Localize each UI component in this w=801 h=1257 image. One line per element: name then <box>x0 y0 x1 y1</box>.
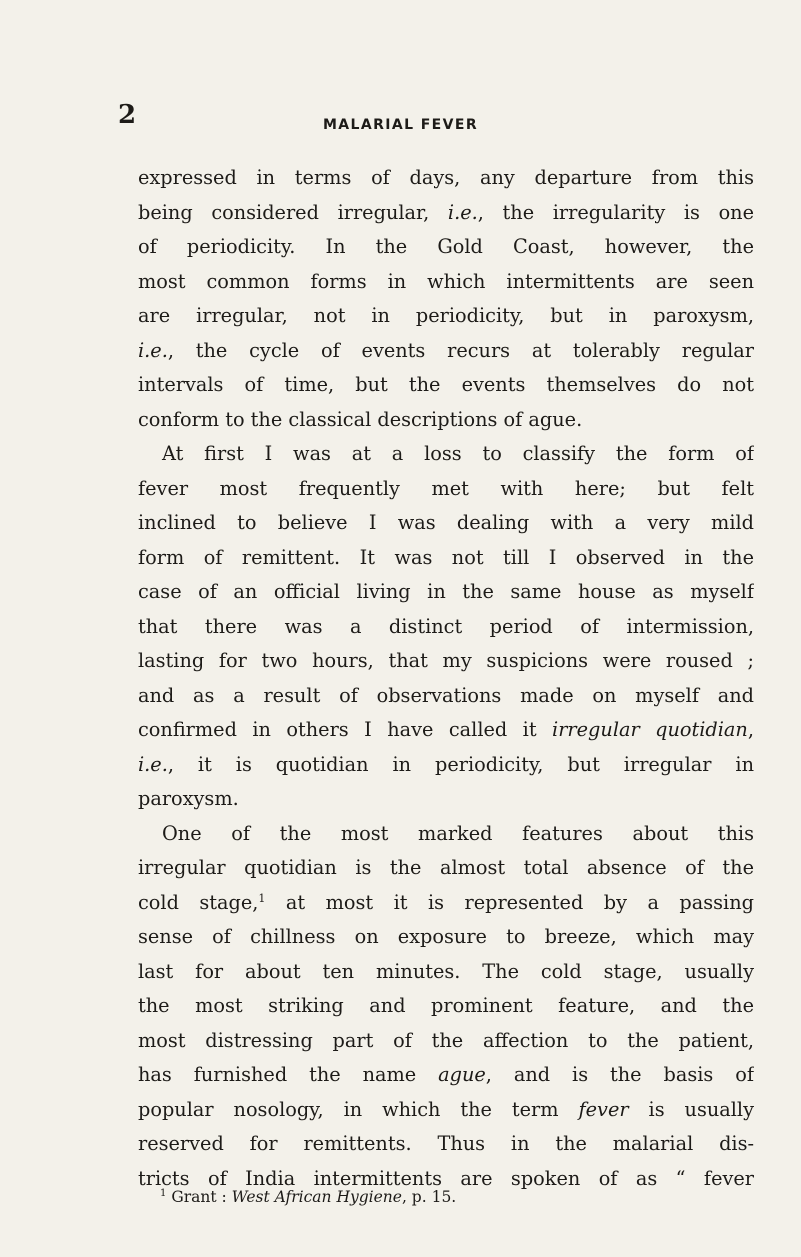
running-head: MALARIAL FEVER <box>322 117 479 133</box>
text-line: case of an official living in the same house as myself <box>138 580 754 603</box>
text-line: reserved for remittents. Thus in the malarial dis- <box>138 1132 754 1155</box>
body-text <box>138 161 754 1196</box>
text-line: being considered irregular, i.e., the irregularity is one <box>138 200 754 224</box>
text-line: expressed in terms of days, any departure from this <box>138 166 754 189</box>
text-line: sense of chillness on exposure to breeze, which may <box>138 925 754 948</box>
text-line: are irregular, not in periodicity, but in paroxysm, <box>138 304 754 327</box>
footnote-ref: 1 <box>258 891 266 905</box>
text-line: most distressing part of the affection to the patient, <box>138 1028 754 1052</box>
footnote-page: , p. 15. <box>401 1188 457 1206</box>
footnote-title: West African Hygiene <box>231 1188 402 1206</box>
text-line: At first I was at a loss to classify the form of <box>162 442 754 465</box>
text-line: One of the most marked features about this <box>162 821 754 845</box>
italic-term: i.e. <box>447 200 478 224</box>
text-line: cold stage,$^1$ at most it is represented by a passing <box>138 890 754 914</box>
text-line: i.e., the cycle of events recurs at tolerably regular <box>138 338 754 362</box>
page-number: 2 <box>118 100 137 130</box>
text-line: of periodicity. In the Gold Coast, however, the <box>138 235 754 258</box>
text-line: tricts of India intermittents are spoken of as “ fever <box>138 1166 754 1190</box>
text-line: conform to the classical descriptions of ague. <box>138 407 583 431</box>
text-line: that there was a distinct period of intermission, <box>138 614 754 638</box>
text-line: i.e., it is quotidian in periodicity, but irregular in <box>138 752 754 776</box>
italic-term: ague <box>438 1063 486 1086</box>
text-line: and as a result of observations made on myself and <box>138 683 754 707</box>
text-line: form of remittent. It was not till I observed in the <box>138 545 754 569</box>
text-line: has furnished the name ague, and is the basis of <box>138 1063 754 1086</box>
text-line: confirmed in others I have called it irregular quotidian, <box>138 718 754 741</box>
italic-term: irregular quotidian <box>552 718 748 741</box>
text-line: the most striking and prominent feature, and the <box>138 994 754 1017</box>
italic-term: i.e. <box>138 752 168 776</box>
footnote <box>160 1188 456 1206</box>
footnote-author: Grant : <box>171 1188 227 1206</box>
text-line: lasting for two hours, that my suspicions were roused ; <box>138 649 754 672</box>
italic-term: fever <box>578 1097 629 1121</box>
text-line: fever most frequently met with here; but felt <box>138 476 754 500</box>
text-line: inclined to believe I was dealing with a very mild <box>138 511 754 534</box>
italic-term: i.e. <box>138 338 168 362</box>
footnote-marker: 1 <box>160 1188 167 1199</box>
text-line: intervals of time, but the events themselves do not <box>138 373 754 396</box>
text-line: paroxysm. <box>138 787 239 810</box>
text-line: most common forms in which intermittents are seen <box>138 269 754 293</box>
text-line: popular nosology, in which the term fever is usually <box>138 1097 754 1121</box>
text-line: irregular quotidian is the almost total absence of the <box>138 856 754 879</box>
text-line: last for about ten minutes. The cold stage, usually <box>138 959 754 983</box>
